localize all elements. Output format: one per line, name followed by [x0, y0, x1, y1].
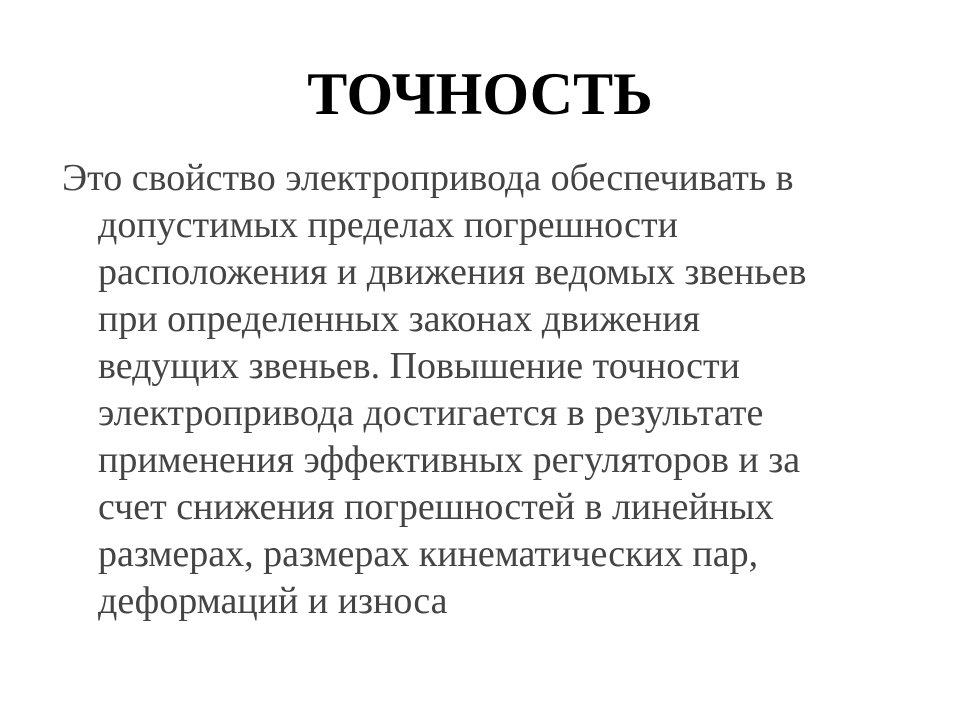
body-line: электропривода достигается в результате — [98, 392, 764, 434]
body-line: при определенных законах движения — [98, 298, 701, 340]
slide-body — [62, 155, 902, 625]
body-line: допустимых пределах погрешности — [98, 204, 678, 246]
body-line: размерах, размерах кинематических пар, — [98, 533, 759, 575]
body-line: ведущих звеньев. Повышение точности — [98, 345, 740, 387]
body-line: деформаций и износа — [98, 580, 448, 622]
body-line: счет снижения погрешностей в линейных — [98, 486, 774, 528]
body-line: расположения и движения ведомых звеньев — [98, 251, 807, 293]
body-line: Это свойство электропривода обеспечивать в — [62, 157, 794, 199]
body-line: применения эффективных регуляторов и за — [98, 439, 801, 481]
slide-title: ТОЧНОСТЬ — [307, 61, 653, 127]
